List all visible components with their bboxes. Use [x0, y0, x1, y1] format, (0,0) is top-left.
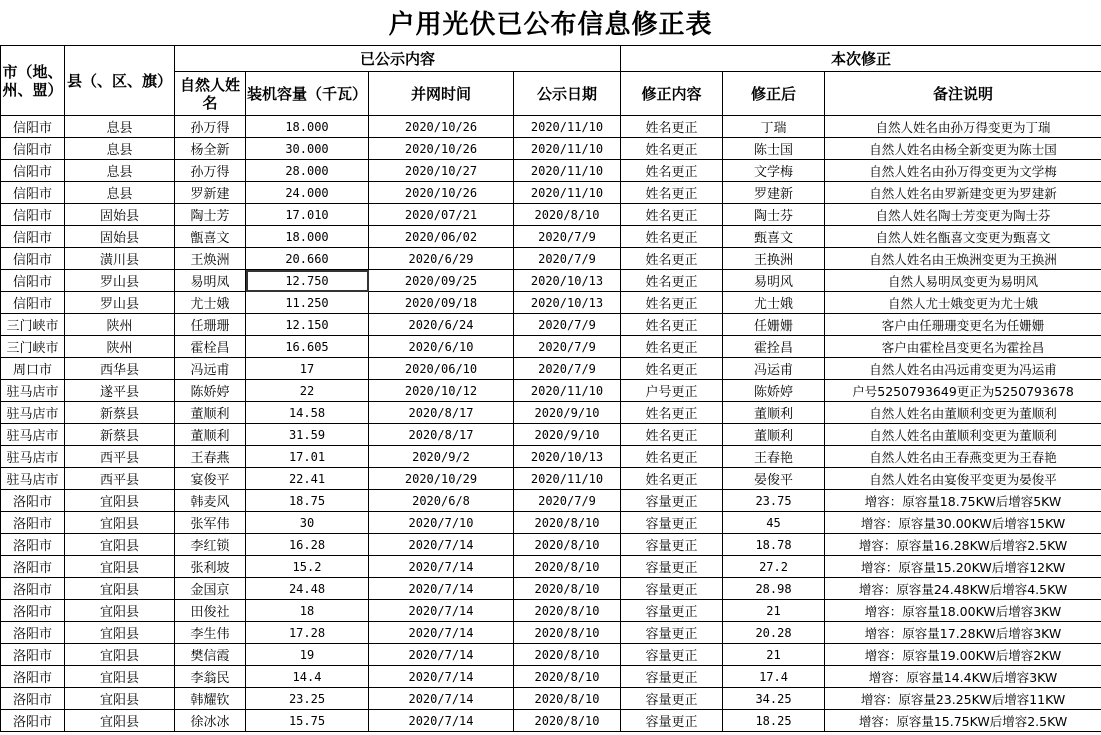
cell-grid-date[interactable]: 2020/7/14 [369, 644, 514, 666]
cell-city[interactable]: 驻马店市 [1, 424, 65, 446]
cell-city[interactable]: 洛阳市 [1, 600, 65, 622]
cell-publish-date[interactable]: 2020/7/9 [514, 226, 621, 248]
cell-name[interactable]: 任珊珊 [175, 314, 246, 336]
cell-city[interactable]: 信阳市 [1, 270, 65, 292]
cell-publish-date[interactable]: 2020/8/10 [514, 204, 621, 226]
cell-remarks[interactable]: 增容：原容量19.00KW后增容2KW [825, 644, 1101, 666]
cell-city[interactable]: 驻马店市 [1, 402, 65, 424]
cell-city[interactable]: 信阳市 [1, 116, 65, 138]
table-row [1, 688, 1101, 710]
cell-revision-content[interactable]: 姓名更正 [621, 138, 723, 160]
cell-remarks[interactable]: 增容：原容量14.4KW后增容3KW [825, 666, 1101, 688]
cell-city[interactable]: 洛阳市 [1, 556, 65, 578]
cell-county[interactable]: 宜阳县 [65, 710, 175, 732]
cell-grid-date[interactable]: 2020/7/14 [369, 622, 514, 644]
cell-grid-date[interactable]: 2020/10/27 [369, 160, 514, 182]
cell-grid-date[interactable]: 2020/06/02 [369, 226, 514, 248]
cell-county[interactable]: 宜阳县 [65, 556, 175, 578]
cell-name[interactable]: 冯远甫 [175, 358, 246, 380]
cell-revision-content[interactable]: 容量更正 [621, 490, 723, 512]
table-row [1, 402, 1101, 424]
cell-publish-date[interactable]: 2020/11/10 [514, 116, 621, 138]
cell-capacity[interactable]: 11.250 [246, 292, 369, 314]
cell-publish-date[interactable]: 2020/10/13 [514, 270, 621, 292]
cell-county[interactable]: 罗山县 [65, 292, 175, 314]
cell-city[interactable]: 洛阳市 [1, 578, 65, 600]
cell-revised[interactable]: 易明风 [723, 270, 825, 292]
cell-capacity[interactable]: 20.660 [246, 248, 369, 270]
cell-name[interactable]: 陶士芳 [175, 204, 246, 226]
cell-revised[interactable]: 23.75 [723, 490, 825, 512]
cell-city[interactable]: 周口市 [1, 358, 65, 380]
cell-grid-date[interactable]: 2020/6/24 [369, 314, 514, 336]
cell-remarks[interactable]: 增容：原容量15.75KW后增容2.5KW [825, 710, 1101, 732]
cell-publish-date[interactable]: 2020/8/10 [514, 666, 621, 688]
cell-capacity[interactable]: 23.25 [246, 688, 369, 710]
header-capacity[interactable]: 装机容量（千瓦） [246, 72, 369, 116]
cell-city[interactable]: 洛阳市 [1, 534, 65, 556]
cell-remarks[interactable]: 自然人尤士娥变更为尤士娥 [825, 292, 1101, 314]
cell-city[interactable]: 信阳市 [1, 248, 65, 270]
cell-revised[interactable]: 甄喜文 [723, 226, 825, 248]
cell-revised[interactable]: 21 [723, 600, 825, 622]
cell-remarks[interactable]: 自然人姓名由杨全新变更为陈士国 [825, 138, 1101, 160]
cell-city[interactable]: 驻马店市 [1, 380, 65, 402]
cell-revision-content[interactable]: 容量更正 [621, 688, 723, 710]
cell-remarks[interactable]: 增容：原容量15.20KW后增容12KW [825, 556, 1101, 578]
correction-table [0, 45, 1101, 732]
cell-remarks[interactable]: 自然人姓名由宴俊平变更为晏俊平 [825, 468, 1101, 490]
table-row [1, 182, 1101, 204]
cell-revision-content[interactable]: 容量更正 [621, 644, 723, 666]
cell-city[interactable]: 信阳市 [1, 226, 65, 248]
cell-capacity[interactable]: 12.750 [246, 270, 369, 292]
cell-name[interactable]: 董顺利 [175, 424, 246, 446]
cell-county[interactable]: 宜阳县 [65, 666, 175, 688]
cell-remarks[interactable]: 户号5250793649更正为5250793678 [825, 380, 1101, 402]
cell-city[interactable]: 三门峡市 [1, 336, 65, 358]
cell-name[interactable]: 王春燕 [175, 446, 246, 468]
cell-revision-content[interactable]: 姓名更正 [621, 358, 723, 380]
cell-grid-date[interactable]: 2020/09/25 [369, 270, 514, 292]
cell-name[interactable]: 罗新建 [175, 182, 246, 204]
cell-revised[interactable]: 董顺利 [723, 402, 825, 424]
cell-city[interactable]: 信阳市 [1, 138, 65, 160]
cell-city[interactable]: 驻马店市 [1, 468, 65, 490]
cell-remarks[interactable]: 自然人姓名由罗新建变更为罗建新 [825, 182, 1101, 204]
cell-county[interactable]: 潢川县 [65, 248, 175, 270]
cell-city[interactable]: 洛阳市 [1, 512, 65, 534]
header-revised[interactable]: 修正后 [723, 72, 825, 116]
table-row [1, 424, 1101, 446]
cell-capacity[interactable]: 30.000 [246, 138, 369, 160]
cell-revised[interactable]: 陶士芬 [723, 204, 825, 226]
cell-county[interactable]: 息县 [65, 116, 175, 138]
cell-capacity[interactable]: 24.000 [246, 182, 369, 204]
cell-remarks[interactable]: 增容：原容量17.28KW后增容3KW [825, 622, 1101, 644]
cell-name[interactable]: 徐冰冰 [175, 710, 246, 732]
cell-capacity[interactable]: 31.59 [246, 424, 369, 446]
cell-revised[interactable]: 陈士国 [723, 138, 825, 160]
cell-capacity[interactable]: 18 [246, 600, 369, 622]
cell-capacity[interactable]: 14.58 [246, 402, 369, 424]
cell-county[interactable]: 息县 [65, 160, 175, 182]
cell-revision-content[interactable]: 姓名更正 [621, 182, 723, 204]
cell-revised[interactable]: 陈娇婷 [723, 380, 825, 402]
cell-remarks[interactable]: 增容：原容量30.00KW后增容15KW [825, 512, 1101, 534]
cell-grid-date[interactable]: 2020/07/21 [369, 204, 514, 226]
cell-revision-content[interactable]: 姓名更正 [621, 248, 723, 270]
cell-capacity[interactable]: 16.28 [246, 534, 369, 556]
cell-name[interactable]: 李生伟 [175, 622, 246, 644]
cell-capacity[interactable]: 18.75 [246, 490, 369, 512]
cell-county[interactable]: 宜阳县 [65, 600, 175, 622]
table-row [1, 578, 1101, 600]
cell-grid-date[interactable]: 2020/10/29 [369, 468, 514, 490]
cell-capacity[interactable]: 30 [246, 512, 369, 534]
cell-revision-content[interactable]: 姓名更正 [621, 336, 723, 358]
cell-revision-content[interactable]: 姓名更正 [621, 314, 723, 336]
cell-revision-content[interactable]: 姓名更正 [621, 116, 723, 138]
cell-name[interactable]: 孙万得 [175, 160, 246, 182]
cell-name[interactable]: 易明凤 [175, 270, 246, 292]
table-row [1, 468, 1101, 490]
cell-publish-date[interactable]: 2020/11/10 [514, 182, 621, 204]
cell-remarks[interactable]: 自然人姓名陶士芳变更为陶士芬 [825, 204, 1101, 226]
cell-publish-date[interactable]: 2020/11/10 [514, 468, 621, 490]
cell-remarks[interactable]: 自然人姓名由王焕洲变更为王换洲 [825, 248, 1101, 270]
cell-name[interactable]: 甑喜文 [175, 226, 246, 248]
cell-name[interactable]: 霍栓昌 [175, 336, 246, 358]
sheet-title: 户用光伏已公布信息修正表 [388, 10, 713, 40]
cell-revised[interactable]: 王春艳 [723, 446, 825, 468]
cell-city[interactable]: 洛阳市 [1, 666, 65, 688]
cell-publish-date[interactable]: 2020/10/13 [514, 292, 621, 314]
cell-county[interactable]: 新蔡县 [65, 402, 175, 424]
cell-revision-content[interactable]: 姓名更正 [621, 160, 723, 182]
cell-grid-date[interactable]: 2020/6/10 [369, 336, 514, 358]
cell-county[interactable]: 宜阳县 [65, 688, 175, 710]
table-row [1, 226, 1101, 248]
cell-remarks[interactable]: 自然人易明凤变更为易明风 [825, 270, 1101, 292]
cell-revised[interactable]: 45 [723, 512, 825, 534]
table-row [1, 710, 1101, 732]
cell-name[interactable]: 樊信霞 [175, 644, 246, 666]
table-row [1, 666, 1101, 688]
cell-publish-date[interactable]: 2020/8/10 [514, 644, 621, 666]
cell-county[interactable]: 固始县 [65, 204, 175, 226]
cell-grid-date[interactable]: 2020/10/26 [369, 138, 514, 160]
cell-revision-content[interactable]: 姓名更正 [621, 446, 723, 468]
cell-county[interactable]: 宜阳县 [65, 622, 175, 644]
cell-publish-date[interactable]: 2020/9/10 [514, 424, 621, 446]
cell-city[interactable]: 洛阳市 [1, 710, 65, 732]
header-county[interactable]: 县（、区、旗） [65, 46, 175, 116]
table-row [1, 270, 1101, 292]
cell-county[interactable]: 宜阳县 [65, 578, 175, 600]
cell-name[interactable]: 杨全新 [175, 138, 246, 160]
cell-publish-date[interactable]: 2020/7/9 [514, 358, 621, 380]
cell-capacity[interactable]: 17 [246, 358, 369, 380]
cell-capacity[interactable]: 22 [246, 380, 369, 402]
cell-publish-date[interactable]: 2020/8/10 [514, 688, 621, 710]
cell-city[interactable]: 洛阳市 [1, 490, 65, 512]
cell-revised[interactable]: 尤士娥 [723, 292, 825, 314]
cell-revised[interactable]: 20.28 [723, 622, 825, 644]
cell-publish-date[interactable]: 2020/7/9 [514, 490, 621, 512]
cell-remarks[interactable]: 客户由霍栓昌变更名为霍拴昌 [825, 336, 1101, 358]
cell-county[interactable]: 西平县 [65, 446, 175, 468]
cell-revised[interactable]: 王换洲 [723, 248, 825, 270]
header-name[interactable]: 自然人姓名 [175, 72, 246, 116]
cell-publish-date[interactable]: 2020/11/10 [514, 160, 621, 182]
cell-remarks[interactable]: 自然人姓名由冯远甫变更为冯运甫 [825, 358, 1101, 380]
cell-publish-date[interactable]: 2020/9/10 [514, 402, 621, 424]
cell-revised[interactable]: 丁瑞 [723, 116, 825, 138]
cell-name[interactable]: 李翁民 [175, 666, 246, 688]
cell-capacity[interactable]: 18.000 [246, 116, 369, 138]
cell-capacity[interactable]: 12.150 [246, 314, 369, 336]
cell-grid-date[interactable]: 2020/9/2 [369, 446, 514, 468]
cell-county[interactable]: 固始县 [65, 226, 175, 248]
cell-revised[interactable]: 冯运甫 [723, 358, 825, 380]
table-row [1, 644, 1101, 666]
cell-capacity[interactable]: 16.605 [246, 336, 369, 358]
table-row [1, 336, 1101, 358]
cell-revised[interactable]: 34.25 [723, 688, 825, 710]
cell-city[interactable]: 洛阳市 [1, 644, 65, 666]
cell-revised[interactable]: 21 [723, 644, 825, 666]
cell-city[interactable]: 信阳市 [1, 292, 65, 314]
cell-revised[interactable]: 霍拴昌 [723, 336, 825, 358]
cell-publish-date[interactable]: 2020/7/9 [514, 248, 621, 270]
cell-remarks[interactable]: 增容：原容量18.00KW后增容3KW [825, 600, 1101, 622]
cell-remarks[interactable]: 增容：原容量18.75KW后增容5KW [825, 490, 1101, 512]
cell-remarks[interactable]: 自然人姓名由孙万得变更为丁瑞 [825, 116, 1101, 138]
cell-revised[interactable]: 27.2 [723, 556, 825, 578]
cell-revised[interactable]: 董顺利 [723, 424, 825, 446]
table-row [1, 600, 1101, 622]
cell-name[interactable]: 孙万得 [175, 116, 246, 138]
cell-grid-date[interactable]: 2020/09/18 [369, 292, 514, 314]
cell-publish-date[interactable]: 2020/8/10 [514, 578, 621, 600]
cell-county[interactable]: 宜阳县 [65, 490, 175, 512]
cell-remarks[interactable]: 自然人姓名甑喜文变更为甄喜文 [825, 226, 1101, 248]
cell-remarks[interactable]: 自然人姓名由董顺利变更为董顺利 [825, 424, 1101, 446]
cell-revised[interactable]: 文学梅 [723, 160, 825, 182]
cell-capacity[interactable]: 17.010 [246, 204, 369, 226]
cell-remarks[interactable]: 增容：原容量24.48KW后增容4.5KW [825, 578, 1101, 600]
cell-publish-date[interactable]: 2020/7/9 [514, 314, 621, 336]
cell-city[interactable]: 三门峡市 [1, 314, 65, 336]
cell-publish-date[interactable]: 2020/11/10 [514, 138, 621, 160]
cell-remarks[interactable]: 增容：原容量23.25KW后增容11KW [825, 688, 1101, 710]
cell-revised[interactable]: 晏俊平 [723, 468, 825, 490]
cell-city[interactable]: 信阳市 [1, 204, 65, 226]
cell-grid-date[interactable]: 2020/6/29 [369, 248, 514, 270]
cell-revision-content[interactable]: 容量更正 [621, 600, 723, 622]
cell-capacity[interactable]: 28.000 [246, 160, 369, 182]
cell-grid-date[interactable]: 2020/10/26 [369, 182, 514, 204]
cell-name[interactable]: 董顺利 [175, 402, 246, 424]
cell-city[interactable]: 洛阳市 [1, 688, 65, 710]
cell-city[interactable]: 信阳市 [1, 160, 65, 182]
cell-county[interactable]: 息县 [65, 138, 175, 160]
cell-county[interactable]: 西平县 [65, 468, 175, 490]
cell-city[interactable]: 信阳市 [1, 182, 65, 204]
cell-city[interactable]: 驻马店市 [1, 446, 65, 468]
cell-revision-content[interactable]: 姓名更正 [621, 204, 723, 226]
cell-grid-date[interactable]: 2020/8/17 [369, 424, 514, 446]
cell-grid-date[interactable]: 2020/10/12 [369, 380, 514, 402]
cell-remarks[interactable]: 客户由任珊珊变更名为任姗姗 [825, 314, 1101, 336]
cell-grid-date[interactable]: 2020/7/14 [369, 556, 514, 578]
cell-capacity[interactable]: 15.75 [246, 710, 369, 732]
table-row [1, 116, 1101, 138]
cell-revision-content[interactable]: 姓名更正 [621, 292, 723, 314]
header-revision-content[interactable]: 修正内容 [621, 72, 723, 116]
cell-capacity[interactable]: 15.2 [246, 556, 369, 578]
cell-capacity[interactable]: 19 [246, 644, 369, 666]
cell-revision-content[interactable]: 姓名更正 [621, 270, 723, 292]
cell-remarks[interactable]: 自然人姓名由孙万得变更为文学梅 [825, 160, 1101, 182]
cell-name[interactable]: 韩耀钦 [175, 688, 246, 710]
table-row [1, 490, 1101, 512]
cell-name[interactable]: 金国京 [175, 578, 246, 600]
cell-name[interactable]: 张利坡 [175, 556, 246, 578]
cell-county[interactable]: 息县 [65, 182, 175, 204]
cell-revision-content[interactable]: 户号更正 [621, 380, 723, 402]
cell-grid-date[interactable]: 2020/7/14 [369, 578, 514, 600]
cell-capacity[interactable]: 14.4 [246, 666, 369, 688]
cell-revision-content[interactable]: 容量更正 [621, 512, 723, 534]
cell-revised[interactable]: 17.4 [723, 666, 825, 688]
cell-revised[interactable]: 18.78 [723, 534, 825, 556]
table-row [1, 446, 1101, 468]
cell-grid-date[interactable]: 2020/7/14 [369, 688, 514, 710]
cell-county[interactable]: 新蔡县 [65, 424, 175, 446]
cell-county[interactable]: 陕州 [65, 336, 175, 358]
cell-revision-content[interactable]: 容量更正 [621, 666, 723, 688]
cell-revision-content[interactable]: 姓名更正 [621, 226, 723, 248]
cell-name[interactable]: 韩麦风 [175, 490, 246, 512]
cell-grid-date[interactable]: 2020/7/14 [369, 710, 514, 732]
cell-revision-content[interactable]: 姓名更正 [621, 402, 723, 424]
cell-publish-date[interactable]: 2020/7/9 [514, 336, 621, 358]
cell-capacity[interactable]: 24.48 [246, 578, 369, 600]
cell-city[interactable]: 洛阳市 [1, 622, 65, 644]
cell-publish-date[interactable]: 2020/11/10 [514, 380, 621, 402]
cell-publish-date[interactable]: 2020/10/13 [514, 446, 621, 468]
table-row [1, 314, 1101, 336]
cell-revision-content[interactable]: 容量更正 [621, 534, 723, 556]
table-row [1, 160, 1101, 182]
cell-publish-date[interactable]: 2020/8/10 [514, 534, 621, 556]
cell-revised[interactable]: 罗建新 [723, 182, 825, 204]
cell-revision-content[interactable]: 容量更正 [621, 578, 723, 600]
cell-county[interactable]: 西华县 [65, 358, 175, 380]
header-group-published[interactable]: 已公示内容 [175, 46, 621, 72]
cell-publish-date[interactable]: 2020/8/10 [514, 622, 621, 644]
header-remarks[interactable]: 备注说明 [825, 72, 1101, 116]
header-group-revision[interactable]: 本次修正 [621, 46, 1101, 72]
table-row [1, 380, 1101, 402]
cell-publish-date[interactable]: 2020/8/10 [514, 512, 621, 534]
table-row [1, 358, 1101, 380]
table-row [1, 292, 1101, 314]
cell-grid-date[interactable]: 2020/7/14 [369, 534, 514, 556]
table-row [1, 534, 1101, 556]
cell-capacity[interactable]: 22.41 [246, 468, 369, 490]
cell-revision-content[interactable]: 容量更正 [621, 710, 723, 732]
cell-grid-date[interactable]: 2020/7/14 [369, 600, 514, 622]
cell-county[interactable]: 宜阳县 [65, 534, 175, 556]
cell-name[interactable]: 陈娇婷 [175, 380, 246, 402]
cell-capacity[interactable]: 17.28 [246, 622, 369, 644]
cell-revised[interactable]: 任姗姗 [723, 314, 825, 336]
cell-grid-date[interactable]: 2020/6/8 [369, 490, 514, 512]
cell-revised[interactable]: 18.25 [723, 710, 825, 732]
cell-revision-content[interactable]: 姓名更正 [621, 468, 723, 490]
cell-name[interactable]: 李红锁 [175, 534, 246, 556]
cell-grid-date[interactable]: 2020/06/10 [369, 358, 514, 380]
cell-revised[interactable]: 28.98 [723, 578, 825, 600]
cell-name[interactable]: 田俊社 [175, 600, 246, 622]
cell-capacity[interactable]: 17.01 [246, 446, 369, 468]
table-row [1, 556, 1101, 578]
table-row [1, 138, 1101, 160]
table-row [1, 248, 1101, 270]
cell-name[interactable]: 尤士娥 [175, 292, 246, 314]
cell-grid-date[interactable]: 2020/8/17 [369, 402, 514, 424]
cell-publish-date[interactable]: 2020/8/10 [514, 710, 621, 732]
cell-grid-date[interactable]: 2020/10/26 [369, 116, 514, 138]
cell-remarks[interactable]: 自然人姓名由王春燕变更为王春艳 [825, 446, 1101, 468]
header-publish-date[interactable]: 公示日期 [514, 72, 621, 116]
cell-name[interactable]: 王焕洲 [175, 248, 246, 270]
cell-grid-date[interactable]: 2020/7/14 [369, 666, 514, 688]
table-row [1, 204, 1101, 226]
header-city[interactable]: 市（地、州、盟） [1, 46, 65, 116]
cell-county[interactable]: 宜阳县 [65, 644, 175, 666]
cell-county[interactable]: 遂平县 [65, 380, 175, 402]
table-row [1, 512, 1101, 534]
cell-remarks[interactable]: 自然人姓名由董顺利变更为董顺利 [825, 402, 1101, 424]
header-grid-date[interactable]: 并网时间 [369, 72, 514, 116]
cell-remarks[interactable]: 增容：原容量16.28KW后增容2.5KW [825, 534, 1101, 556]
cell-publish-date[interactable]: 2020/8/10 [514, 600, 621, 622]
table-row [1, 622, 1101, 644]
cell-revision-content[interactable]: 容量更正 [621, 556, 723, 578]
cell-revision-content[interactable]: 容量更正 [621, 622, 723, 644]
cell-county[interactable]: 罗山县 [65, 270, 175, 292]
cell-county[interactable]: 陕州 [65, 314, 175, 336]
cell-grid-date[interactable]: 2020/7/10 [369, 512, 514, 534]
cell-publish-date[interactable]: 2020/8/10 [514, 556, 621, 578]
cell-name[interactable]: 张军伟 [175, 512, 246, 534]
cell-county[interactable]: 宜阳县 [65, 512, 175, 534]
cell-name[interactable]: 宴俊平 [175, 468, 246, 490]
cell-capacity[interactable]: 18.000 [246, 226, 369, 248]
cell-revision-content[interactable]: 姓名更正 [621, 424, 723, 446]
